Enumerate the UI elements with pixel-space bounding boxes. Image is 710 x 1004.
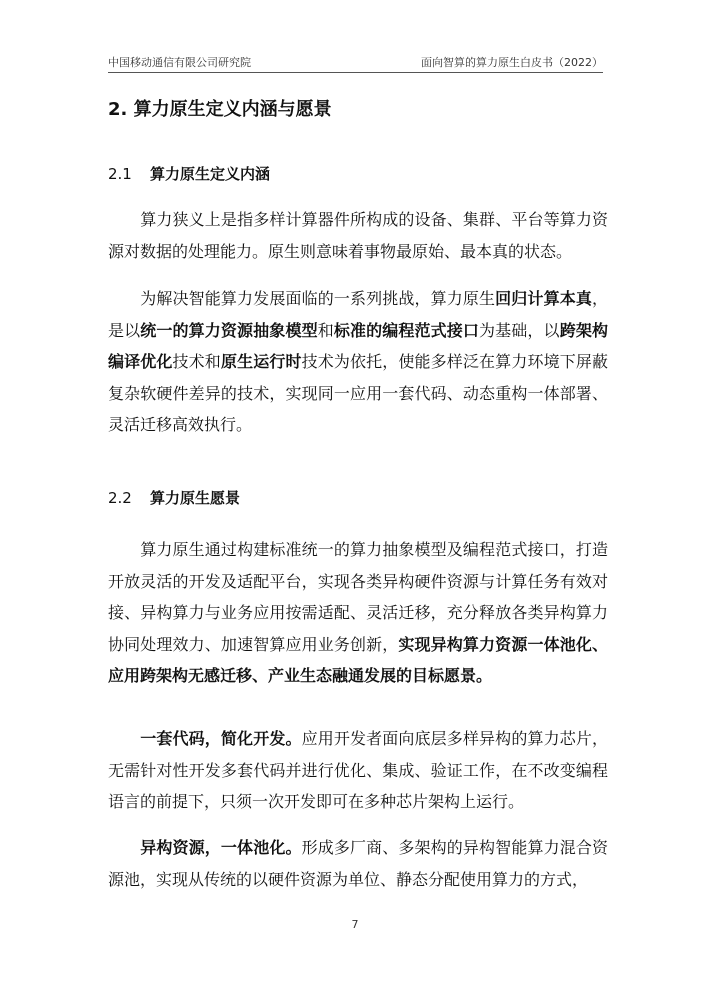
subsection-title: 算力原生定义内涵 <box>150 165 271 183</box>
bold-run: 实现异构算力资源一体池化、应用跨架构无感迁移、产业生态融通发展的目标愿景。 <box>108 634 608 686</box>
bold-run: 标准的编程范式接口 <box>333 320 480 340</box>
text-run: 为基础，以 <box>479 320 560 340</box>
subsection-title: 算力原生愿景 <box>150 489 241 507</box>
text-run: ，是以 <box>108 289 608 340</box>
text-run: 和 <box>317 320 334 340</box>
paragraph-vision <box>108 534 608 692</box>
text-run: 为解决智能算力发展面临的一系列挑战，算力原生 <box>108 289 496 308</box>
bold-run: 跨架构编译优化 <box>108 320 608 372</box>
subsection-number: 2.1 <box>108 165 132 183</box>
subsection-number: 2.2 <box>108 489 132 507</box>
bold-run: 一套代码，简化开发。 <box>108 729 302 748</box>
text-run: 技术和 <box>172 352 221 372</box>
paragraph-definition: 算力狭义上是指多样计算器件所构成的设备、集群、平台等算力资源对数据的处理能力。原生则意味着事物最原始、最本真的状态。 <box>108 210 608 261</box>
text-run: 应用开发者面向底层多样异构的算力芯片，无需针对性开发多套代码并进行优化、集成、验证工作，在不改变编程语言的前提下，只须一次开发即可在多种芯片架构上运行。 <box>108 729 608 812</box>
bold-run: 原生运行时 <box>220 352 302 372</box>
paragraph-native-computing <box>108 283 608 441</box>
paragraph-one-codebase <box>108 723 608 818</box>
paragraph-heterogeneous-resources <box>108 832 608 895</box>
header-doc-title: 面向智算的算力原生白皮书（2022） <box>421 56 603 69</box>
text-run: 形成多厂商、多架构的异构智能算力混合资源池，实现从传统的以硬件资源为单位、静态分配使用算力的方式， <box>108 838 608 889</box>
section-title: 2. 算力原生定义内涵与愿景 <box>108 99 332 120</box>
page-header <box>108 52 603 73</box>
page-number: 7 <box>351 918 359 931</box>
bold-run: 统一的算力资源抽象模型 <box>140 320 318 340</box>
subsection-2-2-heading <box>108 487 240 508</box>
bold-run: 回归计算本真 <box>495 289 592 308</box>
subsection-2-1-heading <box>108 163 270 184</box>
header-org: 中国移动通信有限公司研究院 <box>108 56 251 69</box>
bold-run: 异构资源，一体池化。 <box>108 838 302 857</box>
text-run: 技术为依托，使能多样泛在算力环境下屏蔽复杂软硬件差异的技术，实现同一应用一套代码、动态重构一体部署、灵活迁移高效执行。 <box>108 352 608 435</box>
text-run: 算力原生通过构建标准统一的算力抽象模型及编程范式接口，打造开放灵活的开发及适配平台，实现各类异构硬件资源与计算任务有效对接、异构算力与业务应用按需适配、灵活迁移，充分释放各类异构算力协同处理效力、加速智算应用业务创新， <box>108 540 608 654</box>
